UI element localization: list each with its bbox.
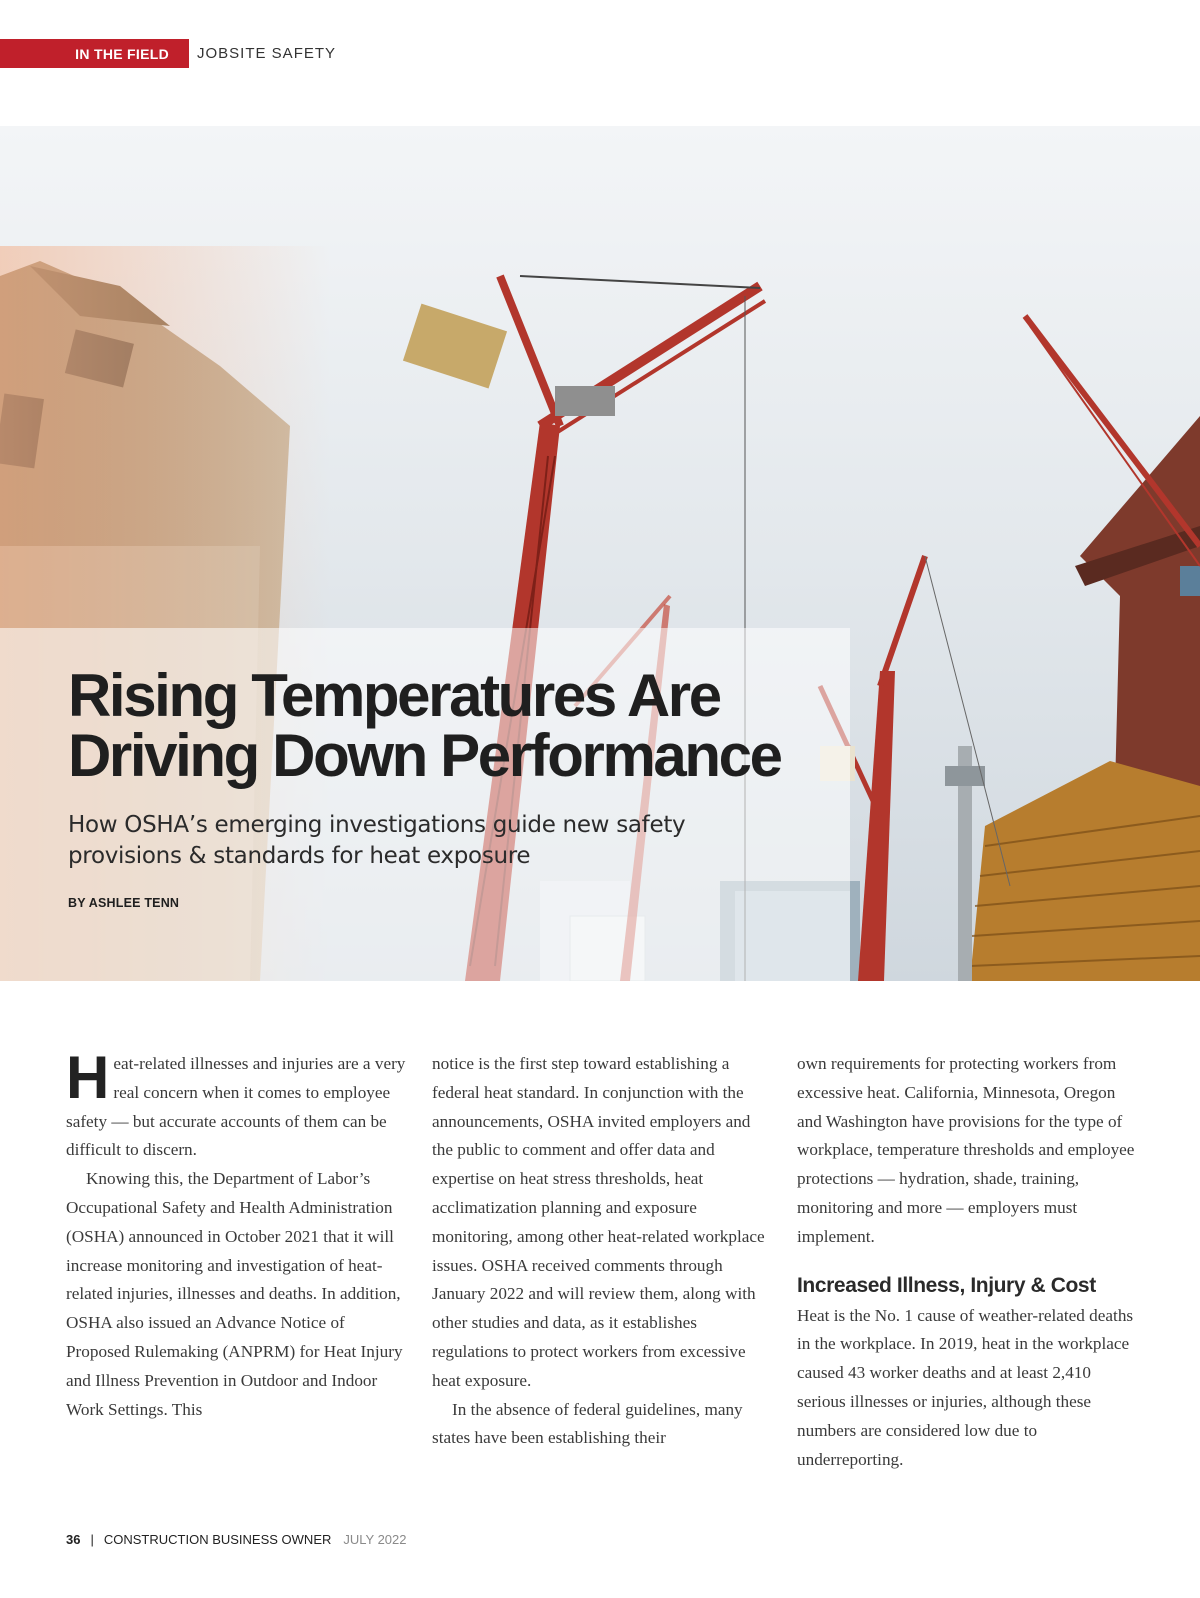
footer-separator: | xyxy=(90,1532,94,1547)
article-column-1 xyxy=(66,1044,406,1424)
section-topic: JOBSITE SAFETY xyxy=(197,45,337,62)
section-header xyxy=(0,39,336,68)
paragraph: Heat is the No. 1 cause of weather-related deaths in the workplace. In 2019, heat in the workplace caused 43 worker deaths and at least 2,410 serious illnesses or injuries, although these numbers are considered low due to underreporting. xyxy=(797,1305,1134,1469)
subtitle-line-1: How OSHA’s emerging investigations guide new safety xyxy=(68,812,686,838)
paragraph: own requirements for protecting workers from excessive heat. California, Minnesota, Oregon and Washington have provisions for the type of workplace, temperature thresholds and employee protections — hydration, shade, training, monitoring and more — employers must implement. xyxy=(797,1054,1135,1246)
title-line-1: Rising Temperatures Are xyxy=(68,662,720,729)
section-label: IN THE FIELD xyxy=(75,45,169,62)
issue-date: JULY 2022 xyxy=(343,1532,407,1547)
paragraph: In the absence of federal guidelines, many states have been establishing their xyxy=(432,1399,743,1448)
section-subheading: Increased Illness, Injury & Cost xyxy=(797,1273,1096,1297)
paragraph: notice is the first step toward establishing a federal heat standard. In conjunction with the announcements, OSHA invited employers and the public to comment and offer data and expertise on heat stress thresholds, heat acclimatization planning and exposure monitoring, among other heat-related workplace issues. OSHA received comments through January 2022 and will review them, along with other studies and data, as it establishes regulations to protect workers from excessive heat exposure. xyxy=(432,1054,765,1390)
byline: BY ASHLEE TENN xyxy=(68,896,180,910)
publication-name: CONSTRUCTION BUSINESS OWNER xyxy=(103,1532,332,1547)
title-line-2: Driving Down Performance xyxy=(68,722,781,789)
page-footer xyxy=(66,1532,407,1547)
drop-cap: H xyxy=(66,1044,110,1111)
article-column-3 xyxy=(797,1050,1143,1474)
hero-image xyxy=(0,126,1200,981)
page-number: 36 xyxy=(66,1532,81,1547)
article-subtitle xyxy=(68,810,768,872)
paragraph: Knowing this, the Department of Labor’s Occupational Safety and Health Administration (OSHA) announced in October 2021 that it will increase monitoring and investigation of heat-related injuries, illnesses and deaths. In addition, OSHA also issued an Advance Notice of Proposed Rulemaking (ANPRM) for Heat Injury and Illness Prevention in Outdoor and Indoor Work Settings. This xyxy=(66,1169,403,1419)
subtitle-line-2: provisions & standards for heat exposure xyxy=(68,843,531,869)
article-title xyxy=(68,662,858,789)
section-label-box xyxy=(0,39,189,68)
article-column-2 xyxy=(432,1050,772,1453)
paragraph xyxy=(66,1044,406,1165)
paragraph-text: eat-related illnesses and injuries are a very real concern when it comes to employee safety — but accurate accounts of them can be difficult to discern. xyxy=(66,1054,406,1160)
